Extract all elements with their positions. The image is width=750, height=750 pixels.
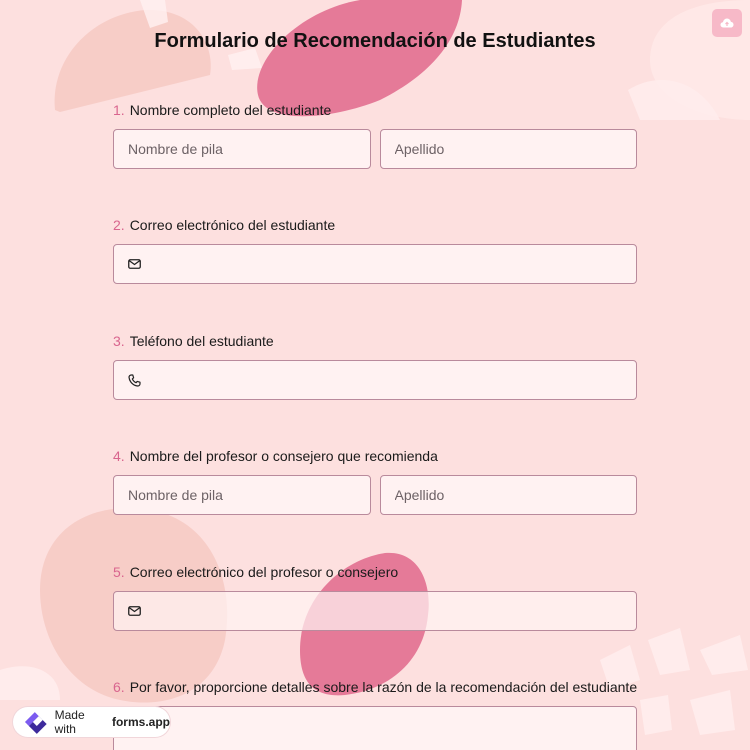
student-last-name-field[interactable] xyxy=(380,129,638,169)
student-first-name-field[interactable] xyxy=(113,129,371,169)
question-text: Teléfono del estudiante xyxy=(129,333,274,349)
phone-icon xyxy=(128,372,144,388)
question-number: 3. xyxy=(113,333,125,349)
forms-app-logo-icon xyxy=(21,710,51,734)
mail-icon xyxy=(128,256,144,272)
question-label xyxy=(113,447,637,465)
cloud-upload-icon xyxy=(720,17,734,29)
question-number: 5. xyxy=(113,564,125,580)
badge-brand: forms.app xyxy=(111,715,170,729)
question-recommender-name xyxy=(113,447,637,515)
question-label xyxy=(113,563,637,581)
question-text: Correo electrónico del profesor o consejero xyxy=(129,564,399,580)
question-text: Nombre completo del estudiante xyxy=(129,102,332,118)
recommender-email-field[interactable] xyxy=(113,591,637,631)
recommender-email-input[interactable] xyxy=(152,603,622,619)
question-label xyxy=(113,216,637,234)
question-student-phone xyxy=(113,332,637,400)
recommendation-reason-textarea[interactable] xyxy=(128,707,622,723)
question-label xyxy=(113,332,637,350)
mail-icon xyxy=(128,603,144,619)
student-last-name-input[interactable] xyxy=(395,141,623,157)
recommender-last-name-input[interactable] xyxy=(395,487,623,503)
question-text: Por favor, proporcione detalles sobre la razón de la recomendación del estudiante xyxy=(129,679,638,695)
badge-prefix: Made with xyxy=(54,708,85,736)
recommender-last-name-field[interactable] xyxy=(380,475,638,515)
question-number: 4. xyxy=(113,448,125,464)
question-student-email xyxy=(113,216,637,284)
question-student-name xyxy=(113,101,637,169)
student-first-name-input[interactable] xyxy=(128,141,356,157)
student-phone-input[interactable] xyxy=(152,372,622,388)
question-label xyxy=(113,678,637,696)
question-text: Correo electrónico del estudiante xyxy=(129,217,336,233)
question-recommendation-reason xyxy=(113,678,637,750)
question-number: 1. xyxy=(113,102,125,118)
student-email-input[interactable] xyxy=(152,256,622,272)
student-phone-field[interactable] xyxy=(113,360,637,400)
page-title: Formulario de Recomendación de Estudiantes xyxy=(154,30,596,52)
student-email-field[interactable] xyxy=(113,244,637,284)
question-recommender-email xyxy=(113,563,637,631)
upload-button[interactable] xyxy=(712,9,742,37)
recommender-first-name-field[interactable] xyxy=(113,475,371,515)
question-label xyxy=(113,101,637,119)
question-number: 2. xyxy=(113,217,125,233)
recommender-first-name-input[interactable] xyxy=(128,487,356,503)
question-text: Nombre del profesor o consejero que recomienda xyxy=(129,448,438,464)
recommendation-reason-field[interactable] xyxy=(113,706,637,750)
made-with-badge[interactable] xyxy=(13,707,170,737)
question-number: 6. xyxy=(113,679,125,695)
